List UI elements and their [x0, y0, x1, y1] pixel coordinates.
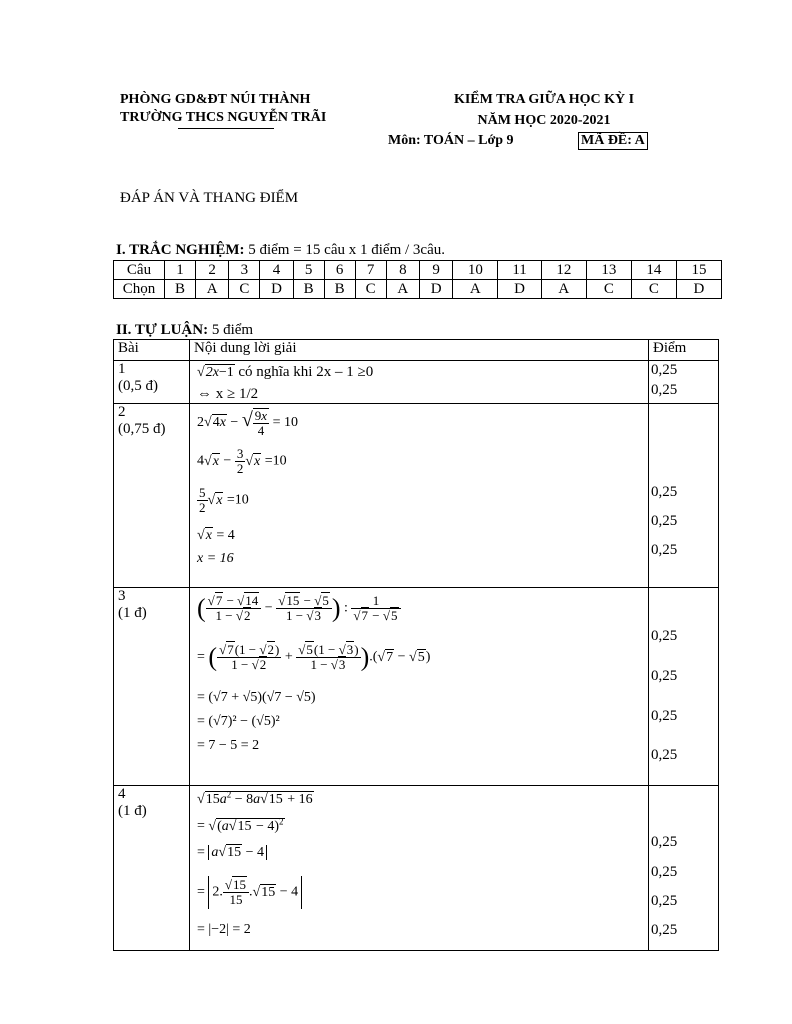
question-number: 1 — [165, 261, 196, 280]
question-number: 5 — [293, 261, 324, 280]
answer-choice: A — [196, 280, 229, 299]
score: 0,25 — [651, 542, 678, 558]
score: 0,25 — [651, 362, 678, 378]
p4-line2: = √ (a√ 15 − 4)$^2$ — [197, 816, 285, 835]
p1-line1: √ 2x−1 có nghĩa khi 2x – 1 ≥0 — [197, 364, 373, 381]
score: 0,25 — [651, 893, 678, 909]
question-number: 13 — [586, 261, 631, 280]
answer-choice: A — [453, 280, 498, 299]
score: 0,25 — [651, 668, 678, 684]
p4-line3: = a√ 15 − 4 — [197, 845, 267, 861]
answer-choice: C — [586, 280, 631, 299]
p2-line5: x = 16 — [197, 551, 234, 566]
col-header-score: Điểm — [649, 340, 719, 361]
p3-line2: = ( √ $\frac{7(1 - √ 2)}{1 - √ 2}$ + √ $\frac{5(1 - √ 3)}{1 - √ 3}$ ).(√ 7 − √ 5) — [197, 643, 430, 672]
question-number: 10 — [453, 261, 498, 280]
question-number: 2 — [196, 261, 229, 280]
mcq-answer-table — [113, 260, 722, 299]
p2-line1: 2√ 4x − √ $\frac{9x}{4}$ = 10 — [197, 408, 298, 438]
problem-label: 1 (0,5 đ) — [114, 361, 190, 404]
exam-code: MÃ ĐỀ: A — [578, 132, 648, 150]
answer-choice: A — [541, 280, 586, 299]
question-number: 12 — [541, 261, 586, 280]
p3-line3: = (√7 + √5)(√7 − √5) — [197, 690, 316, 705]
exam-title: KIỂM TRA GIỮA HỌC KỲ I — [453, 92, 635, 107]
question-number: 6 — [324, 261, 355, 280]
p2-line3: $\frac{5}{2}$ √ x =10 — [197, 486, 249, 515]
school-year: NĂM HỌC 2020-2021 — [477, 113, 611, 128]
problem-label: 2 (0,75 đ) — [114, 404, 190, 588]
question-number: 15 — [676, 261, 721, 280]
answer-choice: D — [419, 280, 452, 299]
question-number: 7 — [355, 261, 386, 280]
row-label-chon: Chọn — [114, 280, 165, 299]
p3-line5: = 7 − 5 = 2 — [197, 738, 260, 753]
p3-line1: ( √ $\frac{7 - √ 14}{1 - √ 2}$ − √ $\frac{15 - √ 5}{1 - √ 3}$ ) : 1 √ 7 − √ 5 — [197, 594, 401, 623]
col-header-bai: Bài — [114, 340, 190, 361]
question-number: 9 — [419, 261, 452, 280]
essay-header-row — [114, 340, 719, 361]
question-row — [114, 261, 722, 280]
problem-label: 3 (1 đ) — [114, 588, 190, 786]
answer-choice: C — [355, 280, 386, 299]
answer-choice: B — [324, 280, 355, 299]
p4-line4: = 2. √ $\frac{15}{15}$ .√ 15 − 4 — [197, 876, 302, 909]
answer-choice: D — [260, 280, 293, 299]
answer-row — [114, 280, 722, 299]
answer-choice: C — [631, 280, 676, 299]
answer-choice: C — [229, 280, 260, 299]
subject-label: Môn: TOÁN – Lớp 9 — [388, 133, 514, 148]
score: 0,25 — [651, 513, 678, 529]
p4-line5: = |−2| = 2 — [197, 922, 251, 937]
answer-choice: B — [165, 280, 196, 299]
p1-line2: ⇔ x ≥ 1/2 — [197, 386, 259, 402]
school-name: TRƯỜNG THCS NGUYỄN TRÃI — [120, 110, 327, 125]
doc-title: ĐÁP ÁN VÀ THANG ĐIỂM — [120, 190, 299, 206]
question-number: 3 — [229, 261, 260, 280]
score: 0,25 — [651, 484, 678, 500]
part1-heading: I. TRẮC NGHIỆM: 5 điểm = 15 câu x 1 điểm / 3câu. — [116, 242, 445, 258]
school-underline — [178, 128, 274, 129]
score: 0,25 — [651, 864, 678, 880]
score: 0,25 — [651, 628, 678, 644]
part2-heading: II. TỰ LUẬN: 5 điểm — [116, 322, 254, 338]
question-number: 11 — [498, 261, 541, 280]
question-number: 14 — [631, 261, 676, 280]
problem-content — [190, 786, 649, 951]
score: 0,25 — [651, 922, 678, 938]
score: 0,25 — [651, 382, 678, 398]
score: 0,25 — [651, 747, 678, 763]
p2-line4: √ x = 4 — [197, 528, 235, 544]
answer-choice: B — [293, 280, 324, 299]
col-header-content: Nội dung lời giải — [190, 340, 649, 361]
answer-choice: A — [386, 280, 419, 299]
p2-line2: 4√ x − $\frac{3}{2}$ √ x =10 — [197, 447, 287, 476]
score: 0,25 — [651, 708, 678, 724]
answer-choice: D — [498, 280, 541, 299]
p4-line1: √ $15a^2 - 8a√$ 15 + 16 — [197, 789, 314, 808]
p3-line4: = (√7)² − (√5)² — [197, 714, 280, 729]
question-number: 4 — [260, 261, 293, 280]
school-office: PHÒNG GD&ĐT NÚI THÀNH — [120, 92, 311, 107]
score: 0,25 — [651, 834, 678, 850]
problem-label: 4 (1 đ) — [114, 786, 190, 951]
answer-choice: D — [676, 280, 721, 299]
row-label-cau: Câu — [114, 261, 165, 280]
question-number: 8 — [386, 261, 419, 280]
